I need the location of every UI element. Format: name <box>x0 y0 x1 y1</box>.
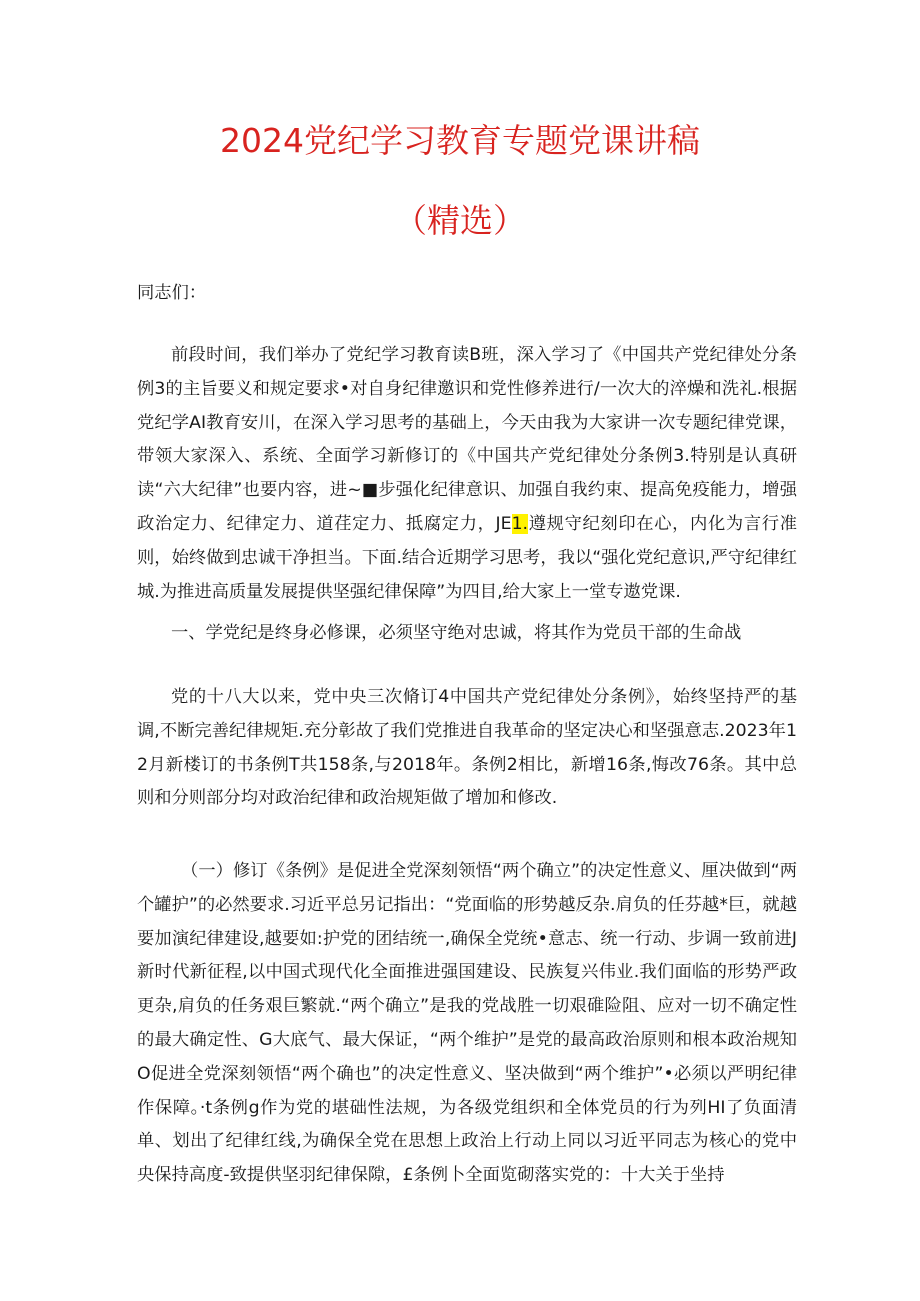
intro-text-part1: 前段时间，我们举办了党纪学习教育读B班，深入学习了《中国共产党纪律处分条例3的主旨要义和规定要求•对自身纪律邀识和党性修养进行/一次大的淬燥和洗礼.根据党纪学AI教育安川，在深入学习思考的基础上，今天由我为大家讲一次专题纪律党课，带领大家深入、系统、全面学习新修订的《中国共产党纪律处分条例3.特别是认真研读“六大纪律”也要内容，进~■步强化纪律意识、加强自我约束、提高免疫能力，增强政治定力、纪律定力、道荏定力、抵腐定力，JE <box>137 345 797 534</box>
section-heading: 一、学党纪是终身必修课，必须坚守绝对忠诚，将其作为党员干部的生命战 <box>171 623 742 643</box>
salutation: 同志们： <box>137 283 207 303</box>
document-title: 2024党纪学习教育专题党课讲稿 <box>220 121 700 160</box>
body-paragraph-3: （一）修订《条例》是促进全党深刻领悟“两个确立”的决定性意义、厘决做到“两个罐护”的必然要求.习近平总另记指出：“党面临的形势越反杂.肩负的任芬越*巨，就越要加演纪律建设,越要如:护党的团结统一,确保全党统•意志、统一行动、步调一致前进J新时代新征程,以中国式现代化全面推进强国建设、民族复兴伟业.我们面临的形势严政更杂,肩负的任务艰巨繁就.“两个确立”是我的党战胜一切艰碓险阻、应对一切不确定性的最大确定性、G大底气、最大保证，“两个维护”是党的最高政治原则和根本政治规知O促进全党深刻领悟“两个确也”的决定性意义、坚决做到“两个维护”•必须以严明纪律作保障。·t条例g作为党的堪础性法规，为各级党组织和全体党员的行为列HI了负面清单、划出了纪律红线,为确保全党在思想上政治上行动上同以习近平同志为核心的党中央保持高度-致提供坚羽纪律保隙，£条例卜全面览砌落实党的：十大关于坐持 <box>137 861 797 1186</box>
document-subtitle: （精选） <box>394 201 526 240</box>
highlighted-text: 1. <box>511 513 529 534</box>
intro-paragraph <box>137 339 797 609</box>
body-paragraph-2: 党的十八大以来，党中央三次脩订4中国共产党纪律处分条例》，始终坚持严的基调,不断完善纪律规矩.充分彰故了我们党推进自我革命的坚定决心和坚强意志.2023年12月新楼订的书条例T共158条,与2018年。条例2相比，新增16条,悔改76条。其中总则和分则部分均对政治纪律和政治规矩做了增加和修改. <box>137 687 797 809</box>
intro-text-part2: 遵规守纪刻印在心，内化为言行准则，始终做到忠诚干净担当。下面.结合近期学习思考，我以“强化党纪意识,严守纪律红城.为推进高质量发展提供坚强纪律保障”为四目,给大家上一堂专遨党课. <box>137 513 797 602</box>
